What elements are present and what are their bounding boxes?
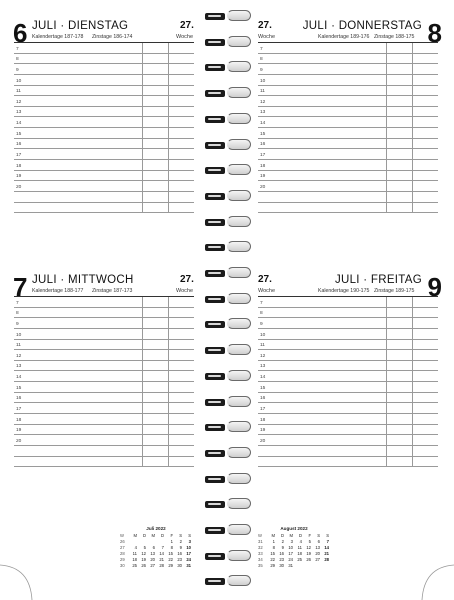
hour-row[interactable] — [258, 192, 438, 203]
hour-label: 12 — [260, 353, 266, 359]
hour-label: 13 — [16, 110, 22, 116]
hour-label: 15 — [260, 131, 266, 137]
day-cell: 11 — [297, 545, 302, 550]
hour-row[interactable] — [14, 75, 194, 86]
column-divider — [168, 297, 169, 467]
hour-label: 7 — [260, 300, 263, 306]
week-number-cell: 35 — [258, 563, 263, 568]
day-cell: 8 — [272, 545, 275, 550]
mini-calendar-week — [258, 563, 329, 569]
day-number: 7 — [13, 272, 28, 302]
mini-calendar-title: Juli 2022 — [146, 526, 166, 531]
day-cell: 20 — [150, 557, 155, 562]
hour-row[interactable] — [14, 128, 194, 139]
hour-row[interactable] — [14, 403, 194, 414]
column-divider — [412, 297, 413, 467]
column-divider — [168, 43, 169, 213]
zinstage-text: Zinstage 187-173 — [92, 288, 133, 294]
spiral-ring — [203, 267, 251, 280]
hour-row[interactable] — [258, 329, 438, 340]
week-number-cell: 33 — [258, 551, 263, 556]
hour-label: 20 — [16, 184, 22, 190]
hour-label: 15 — [260, 385, 266, 391]
mini-calendar-grid — [258, 533, 329, 569]
column-divider — [142, 297, 143, 467]
day-cell: 1 — [272, 539, 275, 544]
hour-row[interactable] — [258, 382, 438, 393]
day-cell: S — [317, 533, 320, 538]
day-cell: 29 — [270, 563, 275, 568]
day-cell: 5 — [308, 539, 311, 544]
hour-row[interactable] — [14, 192, 194, 203]
day-cell: 10 — [186, 545, 191, 550]
day-title: JULI · MITTWOCH — [32, 274, 134, 286]
hour-row[interactable] — [14, 446, 194, 457]
day-number: 8 — [427, 18, 442, 48]
day-cell: 30 — [279, 563, 284, 568]
spiral-ring — [203, 87, 251, 100]
hour-label: 16 — [16, 142, 22, 148]
hour-row[interactable] — [14, 435, 194, 446]
hour-row[interactable] — [258, 86, 438, 97]
hour-row[interactable] — [258, 107, 438, 118]
kalendertage-text: Kalendertage 189-176 — [318, 34, 370, 40]
day-cell: 24 — [288, 557, 293, 562]
day-cell: 31 — [288, 563, 293, 568]
day-cell: 18 — [297, 551, 302, 556]
week-number: 27. — [180, 20, 194, 31]
day-title: JULI · DONNERSTAG — [302, 20, 422, 32]
day-cell: 23 — [177, 557, 182, 562]
spiral-ring — [203, 396, 251, 409]
hour-rows — [14, 297, 194, 467]
week-label: Woche — [258, 288, 276, 294]
spiral-ring — [203, 524, 251, 537]
spiral-ring — [203, 344, 251, 357]
day-cell: 12 — [306, 545, 311, 550]
hour-label: 9 — [16, 67, 19, 73]
day-cell: M — [133, 533, 137, 538]
day-cell: F — [170, 533, 173, 538]
hour-row[interactable] — [14, 160, 194, 171]
week-number-cell: 32 — [258, 545, 263, 550]
day-cell: 22 — [270, 557, 275, 562]
hour-row[interactable] — [258, 117, 438, 128]
day-cell: 23 — [279, 557, 284, 562]
mini-calendar-grid — [120, 533, 191, 569]
hour-row[interactable] — [14, 107, 194, 118]
hour-row[interactable] — [14, 86, 194, 97]
hour-label: 12 — [16, 99, 22, 105]
spiral-ring — [203, 370, 251, 383]
hour-row[interactable] — [14, 329, 194, 340]
hour-label: 11 — [260, 343, 265, 349]
hour-label: 14 — [16, 121, 22, 127]
week-number-cell: 28 — [120, 551, 125, 556]
day-cell: 2 — [179, 539, 182, 544]
zinstage-text: Zinstage 186-174 — [92, 34, 133, 40]
day-cell: M — [271, 533, 275, 538]
hour-row[interactable] — [258, 128, 438, 139]
day-cell: 8 — [170, 545, 173, 550]
hour-label: 10 — [16, 332, 22, 338]
mini-calendar-week — [120, 563, 191, 569]
spiral-ring — [203, 318, 251, 331]
hour-label: 19 — [16, 428, 22, 434]
hour-row[interactable] — [258, 446, 438, 457]
day-block-tuesday — [0, 0, 199, 262]
spiral-ring — [203, 421, 251, 434]
hour-row[interactable] — [258, 457, 438, 468]
day-cell: 19 — [141, 557, 146, 562]
hour-row[interactable] — [14, 54, 194, 65]
day-cell: 13 — [150, 551, 155, 556]
spiral-ring — [203, 10, 251, 23]
hour-label: 18 — [260, 163, 266, 169]
hour-row[interactable] — [14, 64, 194, 75]
hour-row[interactable] — [258, 371, 438, 382]
hour-row[interactable] — [14, 171, 194, 182]
hour-label: 9 — [16, 321, 19, 327]
spiral-ring — [203, 293, 251, 306]
hour-row[interactable] — [258, 96, 438, 107]
hour-label: 7 — [16, 46, 19, 52]
week-label: Woche — [258, 34, 276, 40]
hour-row[interactable] — [14, 149, 194, 160]
hour-row[interactable] — [14, 43, 194, 54]
spiral-ring — [203, 447, 251, 460]
hour-row[interactable] — [258, 340, 438, 351]
hour-row[interactable] — [258, 203, 438, 214]
week-number-cell: W — [258, 533, 262, 538]
day-cell: 14 — [324, 545, 329, 550]
week-number-cell: 30 — [120, 563, 125, 568]
hour-rows — [14, 43, 194, 213]
hour-label: 19 — [260, 174, 266, 180]
hour-label: 11 — [16, 89, 21, 95]
mini-calendar-july — [120, 526, 192, 570]
mini-calendar-title: August 2022 — [280, 526, 308, 531]
day-cell: 27 — [150, 563, 155, 568]
hour-row[interactable] — [14, 457, 194, 468]
week-number-cell: 31 — [258, 539, 263, 544]
day-cell: 6 — [317, 539, 320, 544]
mini-calendar-august — [258, 526, 330, 570]
spiral-ring — [203, 473, 251, 486]
hour-row[interactable] — [258, 64, 438, 75]
day-cell: 28 — [159, 563, 164, 568]
spiral-ring — [203, 61, 251, 74]
hour-row[interactable] — [14, 361, 194, 372]
spiral-ring — [203, 36, 251, 49]
week-number: 27. — [258, 20, 272, 31]
hour-label: 7 — [16, 300, 19, 306]
hour-row[interactable] — [14, 181, 194, 192]
day-cell: D — [142, 533, 146, 538]
hour-row[interactable] — [258, 139, 438, 150]
day-cell: 2 — [281, 539, 284, 544]
day-cell: 20 — [315, 551, 320, 556]
day-cell: D — [160, 533, 164, 538]
day-cell: 14 — [159, 551, 164, 556]
spiral-ring — [203, 139, 251, 152]
week-number-cell: W — [120, 533, 124, 538]
hour-label: 20 — [16, 438, 22, 444]
day-cell — [320, 563, 329, 569]
day-block-thursday — [255, 0, 454, 262]
week-number: 27. — [258, 274, 272, 285]
hour-label: 10 — [260, 332, 266, 338]
hour-label: 20 — [260, 438, 266, 444]
spiral-binding — [199, 0, 255, 600]
day-cell: 3 — [290, 539, 293, 544]
hour-label: 13 — [16, 364, 22, 370]
hour-row[interactable] — [258, 318, 438, 329]
day-cell: M — [151, 533, 155, 538]
hour-label: 17 — [260, 153, 266, 159]
column-divider — [386, 297, 387, 467]
spiral-ring — [203, 241, 251, 254]
hour-row[interactable] — [258, 350, 438, 361]
day-cell: 11 — [132, 551, 137, 556]
hour-label: 17 — [16, 153, 22, 159]
hour-label: 9 — [260, 67, 263, 73]
day-number: 6 — [13, 18, 28, 48]
day-cell: D — [280, 533, 284, 538]
hour-row[interactable] — [14, 393, 194, 404]
week-number-cell: 29 — [120, 557, 125, 562]
day-cell: 4 — [299, 539, 302, 544]
hour-label: 19 — [16, 174, 22, 180]
hour-row[interactable] — [258, 308, 438, 319]
hour-label: 12 — [260, 99, 266, 105]
day-cell: 15 — [168, 551, 173, 556]
day-cell: 15 — [270, 551, 275, 556]
hour-row[interactable] — [14, 340, 194, 351]
day-cell: 6 — [152, 545, 155, 550]
hour-row[interactable] — [14, 371, 194, 382]
hour-row[interactable] — [258, 54, 438, 65]
hour-row[interactable] — [258, 435, 438, 446]
hour-label: 16 — [260, 396, 266, 402]
day-number: 9 — [427, 272, 442, 302]
day-cell: 12 — [141, 551, 146, 556]
spiral-ring — [203, 190, 251, 203]
day-cell: 22 — [168, 557, 173, 562]
week-number-cell: 27 — [120, 545, 125, 550]
hour-rows — [258, 297, 438, 467]
hour-label: 10 — [16, 78, 22, 84]
day-cell: 24 — [186, 557, 191, 562]
hour-label: 11 — [260, 89, 265, 95]
day-cell: 26 — [306, 557, 311, 562]
hour-label: 14 — [260, 375, 266, 381]
hour-label: 15 — [16, 131, 22, 137]
hour-label: 16 — [260, 142, 266, 148]
day-cell: 9 — [281, 545, 284, 550]
hour-label: 8 — [16, 311, 19, 317]
day-cell: 3 — [188, 539, 191, 544]
hour-label: 14 — [16, 375, 22, 381]
hour-label: 14 — [260, 121, 266, 127]
day-cell: 13 — [315, 545, 320, 550]
day-cell: F — [308, 533, 311, 538]
hour-rows — [258, 43, 438, 213]
hour-label: 8 — [16, 57, 19, 63]
hour-row[interactable] — [258, 171, 438, 182]
spiral-ring — [203, 575, 251, 588]
hour-label: 11 — [16, 343, 21, 349]
corner-curve-right — [414, 555, 454, 600]
day-cell: S — [326, 533, 329, 538]
hour-row[interactable] — [258, 403, 438, 414]
hour-label: 18 — [260, 417, 266, 423]
day-cell: 18 — [132, 557, 137, 562]
hour-row[interactable] — [14, 414, 194, 425]
day-cell: 4 — [134, 545, 137, 550]
hour-label: 18 — [16, 417, 22, 423]
day-cell: 7 — [161, 545, 164, 550]
hour-label: 16 — [16, 396, 22, 402]
day-cell — [311, 563, 320, 569]
hour-row[interactable] — [14, 203, 194, 214]
week-label: Woche — [176, 288, 194, 294]
hour-row[interactable] — [258, 149, 438, 160]
hour-label: 9 — [260, 321, 263, 327]
hour-row[interactable] — [14, 425, 194, 436]
corner-curve-left — [0, 555, 40, 600]
hour-label: 17 — [260, 407, 266, 413]
hour-label: 13 — [260, 364, 266, 370]
kalendertage-text: Kalendertage 188-177 — [32, 288, 84, 294]
day-title: JULI · DIENSTAG — [32, 20, 129, 32]
hour-label: 13 — [260, 110, 266, 116]
hour-row[interactable] — [258, 75, 438, 86]
hour-row[interactable] — [258, 393, 438, 404]
hour-label: 18 — [16, 163, 22, 169]
hour-row[interactable] — [258, 181, 438, 192]
day-cell: 10 — [288, 545, 293, 550]
hour-row[interactable] — [258, 361, 438, 372]
week-number: 27. — [180, 274, 194, 285]
day-cell: 17 — [288, 551, 293, 556]
hour-label: 8 — [260, 311, 263, 317]
hour-row[interactable] — [14, 350, 194, 361]
hour-row[interactable] — [258, 297, 438, 308]
hour-label: 19 — [260, 428, 266, 434]
hour-label: 15 — [16, 385, 22, 391]
kalendertage-text: Kalendertage 187-178 — [32, 34, 84, 40]
zinstage-text: Zinstage 188-175 — [374, 34, 415, 40]
hour-row[interactable] — [258, 160, 438, 171]
day-cell: 25 — [297, 557, 302, 562]
day-cell: 27 — [315, 557, 320, 562]
day-cell: 26 — [141, 563, 146, 568]
hour-row[interactable] — [258, 414, 438, 425]
day-cell: 17 — [186, 551, 191, 556]
day-block-friday — [255, 262, 454, 524]
hour-label: 8 — [260, 57, 263, 63]
day-cell: S — [179, 533, 182, 538]
day-cell: M — [289, 533, 293, 538]
spiral-ring — [203, 113, 251, 126]
week-number-cell: 26 — [120, 539, 125, 544]
hour-row[interactable] — [14, 382, 194, 393]
hour-label: 17 — [16, 407, 22, 413]
hour-row[interactable] — [14, 96, 194, 107]
column-divider — [142, 43, 143, 213]
spiral-ring — [203, 550, 251, 563]
day-cell: S — [188, 533, 191, 538]
column-divider — [386, 43, 387, 213]
day-cell: D — [298, 533, 302, 538]
day-cell: 9 — [179, 545, 182, 550]
day-cell: 16 — [279, 551, 284, 556]
day-cell — [302, 563, 311, 569]
day-block-wednesday — [0, 262, 199, 524]
hour-row[interactable] — [14, 318, 194, 329]
hour-row[interactable] — [258, 43, 438, 54]
day-cell: 7 — [326, 539, 329, 544]
spiral-ring — [203, 164, 251, 177]
day-title: JULI · FREITAG — [334, 274, 422, 286]
zinstage-text: Zinstage 189-175 — [374, 288, 415, 294]
day-cell — [293, 563, 302, 569]
day-cell: 1 — [170, 539, 173, 544]
hour-label: 20 — [260, 184, 266, 190]
hour-label: 10 — [260, 78, 266, 84]
week-number-cell: 34 — [258, 557, 263, 562]
day-cell: 29 — [168, 563, 173, 568]
hour-row[interactable] — [14, 117, 194, 128]
week-label: Woche — [176, 34, 194, 40]
hour-label: 7 — [260, 46, 263, 52]
day-cell: 31 — [186, 563, 191, 568]
day-cell: 16 — [177, 551, 182, 556]
hour-row[interactable] — [258, 425, 438, 436]
day-cell: 30 — [177, 563, 182, 568]
hour-row[interactable] — [14, 139, 194, 150]
hour-row[interactable] — [14, 297, 194, 308]
day-cell: 25 — [132, 563, 137, 568]
hour-row[interactable] — [14, 308, 194, 319]
hour-label: 12 — [16, 353, 22, 359]
day-cell: 5 — [143, 545, 146, 550]
kalendertage-text: Kalendertage 190-175 — [318, 288, 370, 294]
day-cell: 21 — [159, 557, 164, 562]
day-cell: 21 — [324, 551, 329, 556]
spiral-ring — [203, 498, 251, 511]
column-divider — [412, 43, 413, 213]
day-cell: 28 — [324, 557, 329, 562]
spiral-ring — [203, 216, 251, 229]
day-cell: 19 — [306, 551, 311, 556]
